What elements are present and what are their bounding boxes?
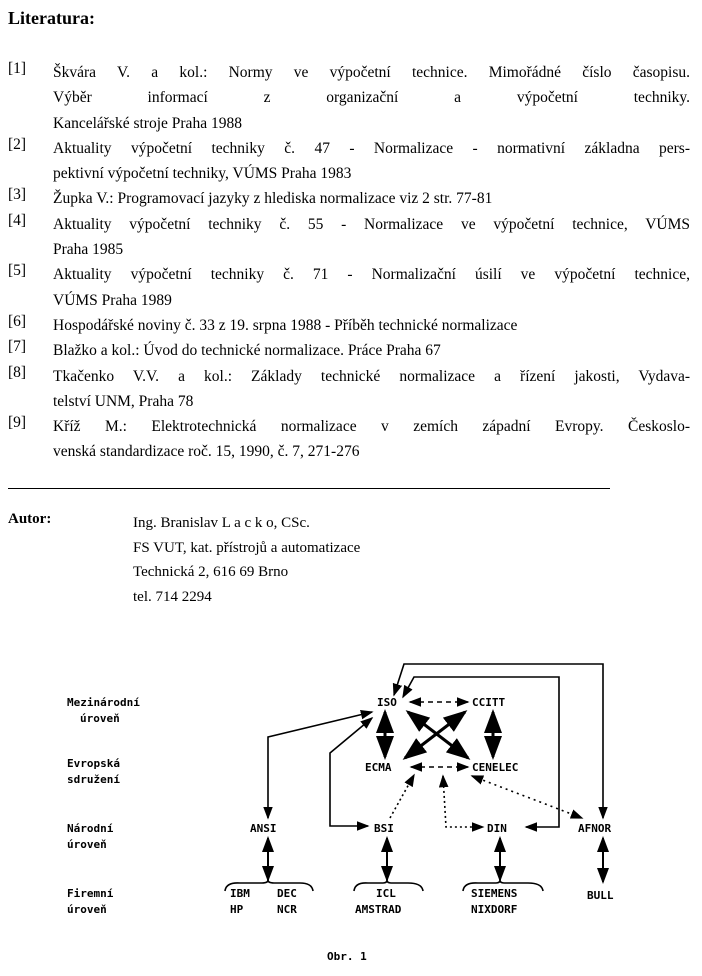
literature-heading: Literatura: (8, 8, 95, 28)
reference-text-line: Župka V.: Programovací jazyky z hlediska normalizace viz 2 str. 77-81 (53, 190, 493, 208)
node-ecma: ECMA (365, 761, 392, 774)
reference-text-line: Praha 1985 (53, 241, 124, 259)
din-european-dotted (443, 776, 483, 827)
level-label: úroveň (80, 712, 120, 725)
level-label: úroveň (67, 838, 107, 851)
reference-text-line: Výběr informací z organizační a výpočetní techniky. (53, 89, 690, 107)
reference-text-line: Tkačenko V.V. a kol.: Základy technické normalizace a řízení jakosti, Vydava- (53, 367, 690, 385)
node-cenelec: CENELEC (472, 761, 519, 774)
reference-text-line: telství UNM, Praha 78 (53, 392, 194, 410)
company-icl: ICL (376, 887, 396, 900)
author-phone: tel. 714 2294 (133, 588, 212, 605)
reference-number: [8] (8, 363, 27, 381)
author-address: Technická 2, 616 69 Brno (133, 564, 289, 580)
ccitt-ecma-arrow (405, 712, 465, 758)
company-dec: DEC (277, 887, 297, 900)
iso-cenelec-arrow (408, 712, 468, 758)
reference-text-line: Aktuality výpočetní techniky č. 71 - Normalizační úsilí ve výpočetní technice, (53, 266, 690, 284)
company-ibm: IBM (230, 887, 250, 900)
reference-text-line: Blažko a kol.: Úvod do technické normalizace. Práce Praha 67 (53, 342, 441, 360)
node-ccitt: CCITT (472, 696, 506, 709)
reference-text-line: Kříž M.: Elektrotechnická normalizace v zemích západní Evropy. Českoslo- (53, 418, 690, 436)
level-label: Mezinárodní (67, 696, 140, 709)
company-ncr: NCR (277, 903, 297, 916)
reference-number: [1] (8, 60, 27, 77)
reference-number: [7] (8, 338, 27, 356)
node-din: DIN (487, 822, 507, 835)
company-bull: BULL (587, 889, 614, 902)
reference-number: [2] (8, 135, 27, 153)
node-afnor: AFNOR (578, 822, 612, 835)
company-siemens: SIEMENS (471, 887, 518, 900)
reference-text-line: Aktuality výpočetní techniky č. 47 - Normalizace - normativní základna pers- (53, 139, 690, 157)
author-label: Autor: (8, 511, 52, 527)
reference-text-line: Kancelářské stroje Praha 1988 (53, 114, 242, 132)
ansi-iso-arrow (268, 712, 372, 818)
company-hp: HP (230, 903, 244, 916)
diagram-connectors (225, 664, 603, 891)
node-ansi: ANSI (250, 822, 277, 835)
reference-number: [3] (8, 186, 27, 204)
bsi-ecma-dotted (390, 775, 414, 818)
level-label: Firemní (67, 887, 114, 900)
reference-text-line: Škvára V. a kol.: Normy ve výpočetní technice. Mimořádné číslo časopisu. (53, 64, 690, 81)
reference-text-line: Hospodářské noviny č. 33 z 19. srpna 1988 - Příběh technické normalizace (53, 316, 518, 334)
author-affiliation: FS VUT, kat. přístrojů a automatizace (133, 539, 361, 556)
level-label: úroveň (67, 903, 107, 916)
cenelec-afnor-dotted (472, 776, 582, 818)
node-bsi: BSI (374, 822, 394, 835)
reference-text-line: Aktuality výpočetní techniky č. 55 - Normalizace ve výpočetní technice, VÚMS (53, 215, 690, 233)
level-label: Evropská (67, 757, 120, 770)
reference-number: [9] (8, 414, 27, 432)
level-label: Národní (67, 822, 114, 835)
node-iso: ISO (377, 696, 397, 709)
company-nixdorf: NIXDORF (471, 903, 518, 916)
company-amstrad: AMSTRAD (355, 903, 402, 916)
level-label: sdružení (67, 773, 120, 786)
reference-number: [5] (8, 262, 27, 280)
reference-number: [6] (8, 312, 27, 330)
author-name: Ing. Branislav L a c k o, CSc. (133, 515, 310, 531)
figure-caption: Obr. 1 (327, 950, 367, 963)
reference-text-line: pektivní výpočetní techniky, VÚMS Praha 1983 (53, 165, 352, 183)
reference-text-line: venská standardizace roč. 15, 1990, č. 7, 271-276 (53, 443, 360, 461)
reference-text-line: VÚMS Praha 1989 (53, 291, 172, 309)
reference-number: [4] (8, 211, 27, 229)
